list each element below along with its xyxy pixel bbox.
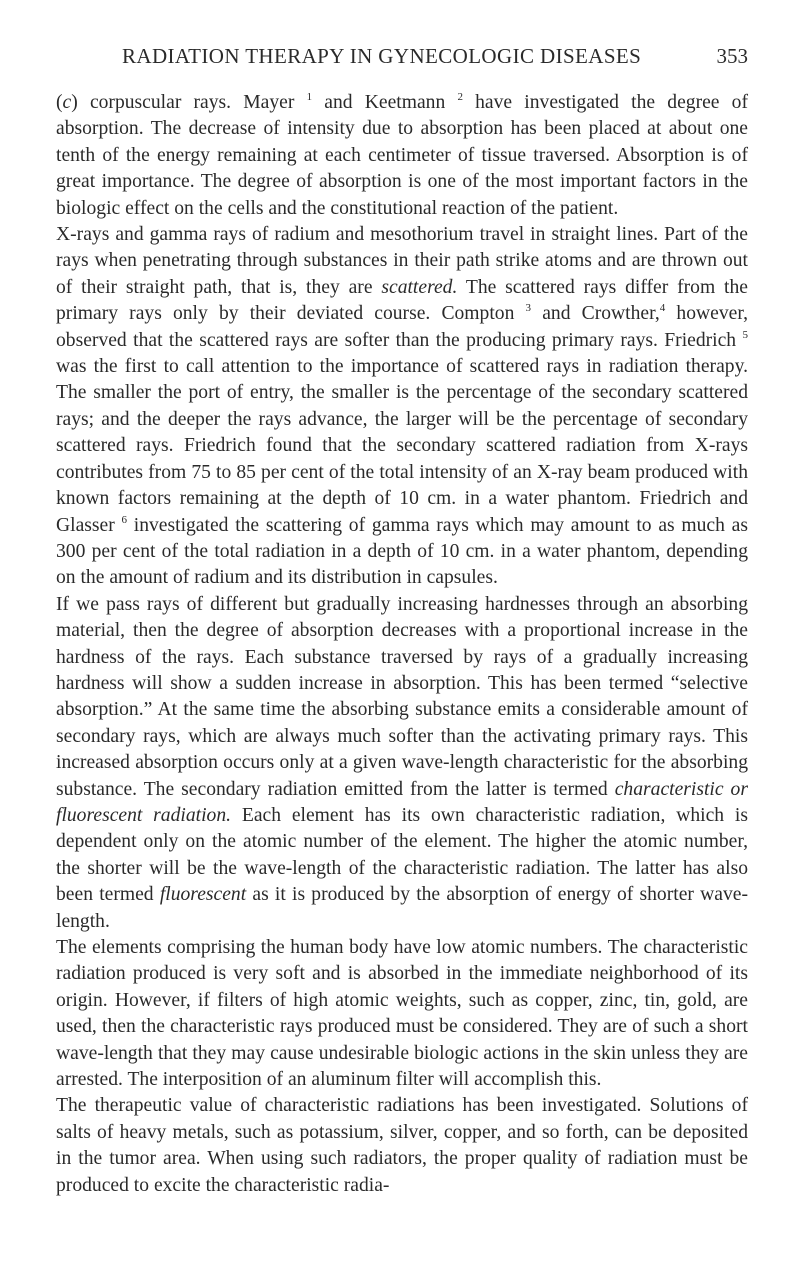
paragraph-corpuscular-rays <box>56 90 748 222</box>
running-head: RADIATION THERAPY IN GYNECOLOGIC DISEASES <box>122 44 642 68</box>
italic-run: fluorescent <box>159 884 247 906</box>
paragraph-therapeutic-value <box>56 1093 748 1199</box>
body-text <box>56 90 748 1199</box>
italic-run: characteristic or fluorescent radiation. <box>56 778 748 826</box>
paragraph-selective-absorption <box>56 592 748 935</box>
page-number: 353 <box>716 44 748 68</box>
text-run: X-rays and gamma rays of radium and mesothorium travel in straight lines. Part of the rays when penetrating through substances in their path strike atoms and are thrown out of their straight path, that is, they are <box>56 224 748 298</box>
text-run: If we pass rays of different but gradually increasing hardnesses through an absorbing material, then the degree of absorption decreases with a proportional increase in the hardness of the rays. Each substance traversed by rays of a gradually increasing hardness will show a sudden increase in absorption. This has been termed “selective absorption.” At the same time the absorbing substance emits a considerable amount of secondary rays, which are always much softer than the activating primary rays. This increased absorption occurs only at a given wave-length characteristic for the absorbing substance. The secondary radiation emitted from the latter is termed <box>56 593 748 800</box>
text-run: was the first to call attention to the importance of scattered rays in radiation therapy. The smaller the port of entry, the smaller is the percentage of the secondary scattered rays; and the deeper the rays advance, the larger will be the percentage of secondary scattered rays. Friedrich found that the secondary scattered radiation from X-rays contributes from 75 to 85 per cent of the total intensity of an X-ray beam produced with known factors remaining at the depth of 10 cm. in a water phantom. Friedrich and Glasser <box>56 356 748 536</box>
text-run: however, observed that the scattered rays are softer than the producing primary rays. Friedrich <box>56 303 748 351</box>
paragraph-scattered-rays <box>56 222 748 592</box>
footnote-ref: 3 <box>525 302 532 315</box>
footnote-ref: 1 <box>306 91 313 103</box>
text-run: investigated the scattering of gamma rays which may amount to as much as 300 per cent of the total radiation in a depth of 10 cm. in a water phantom, depending on the amount of radium and its distribution in capsules. <box>56 514 748 589</box>
text-run: The elements comprising the human body have low atomic numbers. The characteristic radiation produced is very soft and is absorbed in the immediate neighborhood of its origin. However, if filters of high atomic weights, such as copper, zinc, tin, gold, are used, then the characteristic rays produced must be considered. They are of such a short wave-length that they may cause undesirable biologic actions in the skin unless they are arrested. The interposition of an aluminum filter will accomplish this. <box>56 937 748 1091</box>
text-run: The scattered rays differ from the primary rays only by their deviated course. Compton <box>56 276 748 325</box>
italic-run: c <box>62 92 72 113</box>
page-header <box>122 44 748 78</box>
footnote-ref: 5 <box>742 328 748 341</box>
text-run: have investigated the degree of absorption. The decrease of intensity due to absorption has been placed at about one tenth of the energy remaining at each centimeter of tissue traversed. Absorption is of great importance. The degree of absorption is one of the most important factors in the biologic effect on the cells and the constitutional reaction of the patient. <box>56 92 748 219</box>
text-run: Each element has its own characteristic radiation, which is dependent only on the atomic number of the element. The higher the atomic number, the shorter will be the wave-length of the characteristic radiation. The latter has also been termed <box>56 804 748 906</box>
text-run: ( <box>56 92 63 113</box>
text-run: and Keetmann <box>312 92 458 113</box>
text-run: as it is produced by the absorption of energy of shorter wave-length. <box>56 884 748 932</box>
footnote-ref: 4 <box>659 302 666 315</box>
text-run: ) corpuscular rays. Mayer <box>71 92 307 113</box>
footnote-ref: 6 <box>121 513 128 526</box>
footnote-ref: 2 <box>457 91 463 103</box>
paragraph-human-body-elements <box>56 935 748 1093</box>
italic-run: scattered. <box>381 276 458 298</box>
text-run: The therapeutic value of characteristic radiations has been investigated. Solutions of salts of heavy metals, such as potassium, silver, copper, and so forth, can be deposited in the tumor area. When using such radiators, the proper quality of radiation must be produced to excite the characteristic radia- <box>56 1095 748 1196</box>
text-run: and Crowther, <box>531 303 660 325</box>
